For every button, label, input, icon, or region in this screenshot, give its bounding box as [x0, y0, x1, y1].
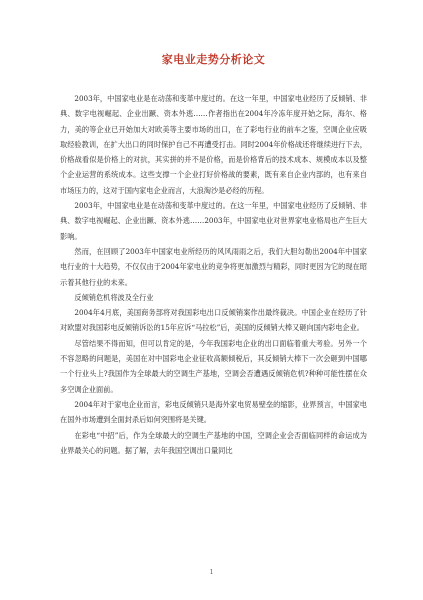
paragraph: 2003年，中国家电业是在动荡和变革中度过的。在这一年里，中国家电业经历了反倾销、非典、数字电视崛起、企业出蹶、资本外逃……2003年，中国家电业对世界家电业格局也产生巨大影响。 [60, 201, 367, 241]
paragraph: 2004年对于家电企业而言，彩电反倾销只是海外家电贸易壁垒的缩影，业界预言，中国家电在国外市场遭到全面封杀后如何突围将是关键。 [60, 399, 367, 425]
paragraph: 2004年4月底，美国商务部将对我国彩电出口反倾销案作出最终裁决。中国企业在经历了针对欧盟对我国彩电反倾销诉讼的15年应诉“马拉松”后，美国的反倾销大棒又砸向国内彩电企业。 [60, 308, 367, 333]
paragraph: 尽管结果不得而知，但可以肯定的是，今年我国彩电企业的出口面临着重大考验。另外一个不容忽略的问题是，美国在对中国彩电企业征收高额倾税后，其反倾销大棒下一次会砸到中国哪一个行业头上?我国作为全球最大的空调生产基地，空调会否遭遇反倾销危机?种种可能性摆在众多空调企业面前。 [60, 338, 367, 394]
paragraph: 在彩电“中招”后，作为全球最大的空调生产基地的中国，空调企业会否面临同样的命运成为业界最关心的问题。据了解，去年我国空调出口量同比 [60, 430, 367, 455]
section-heading: 反倾销危机将波及全行业 [74, 292, 154, 302]
document-title: 家电业走势分析论文 [161, 53, 266, 66]
paragraph: 2003年，中国家电业是在动荡和变革中度过的。在这一年里，中国家电业经历了反倾销、非典、数字电视崛起、企业出蹶、资本外逃……作者指出在2004年冷冻年度开始之际，海尔、格力，美的等企业已开始加大对欧美等主要市场的出口，在了彩电行业的前车之鉴，空调企业应吸取经验教训，在扩大出口的同时保护自己不再遭受打击。同时2004年价格战还将继续进行下去，价格战看似是价格上的对抗，其实拼的并不是价格，而是价格背后的技术成本、规模成本以及整个企业运营的系统成本。这些支撑一个企业打好价格战的要素，既有来自企业内部的，也有来自市场压力的，这对于国内家电企业而言，大浪淘沙是必经的历程。 [60, 94, 367, 195]
paragraph: 然而，在回顾了2003年中国家电业所经历的风风雨雨之后，我们大胆勾勒出2004年中国家电行业的十大趋势，不仅仅由于2004年家电业的竞争将更加激烈与精彩，同时更因为它的现在昭示着其他行业的未来。 [60, 246, 367, 287]
page-number: 1 [209, 569, 214, 576]
document-body [60, 91, 367, 458]
